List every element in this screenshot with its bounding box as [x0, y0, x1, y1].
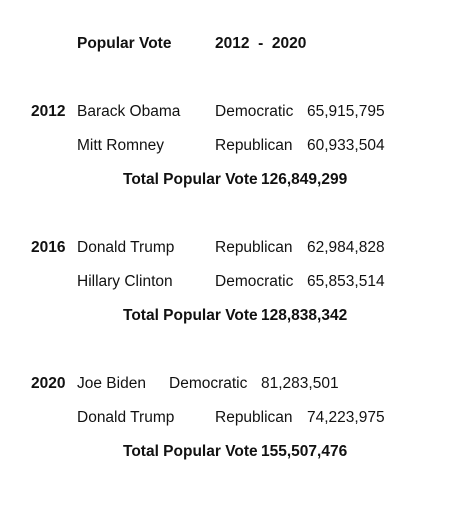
- election-year: 2012: [31, 103, 66, 120]
- candidate-name: Hillary Clinton: [77, 273, 173, 290]
- total-votes: 155,507,476: [261, 443, 348, 460]
- total-label: Total Popular Vote: [123, 443, 258, 460]
- candidate-party: Republican: [215, 239, 293, 256]
- candidate-name: Barack Obama: [77, 103, 181, 120]
- page-title: Popular Vote: [77, 35, 172, 52]
- year-range: 2012 - 2020: [215, 35, 307, 52]
- candidate-votes: 62,984,828: [307, 239, 385, 256]
- candidate-name: Joe Biden: [77, 375, 146, 392]
- candidate-votes: 65,915,795: [307, 103, 385, 120]
- candidate-votes: 81,283,501: [261, 375, 339, 392]
- candidate-name: Mitt Romney: [77, 137, 164, 154]
- candidate-party: Democratic: [215, 103, 294, 120]
- candidate-name: Donald Trump: [77, 239, 175, 256]
- total-votes: 126,849,299: [261, 171, 348, 188]
- candidate-votes: 74,223,975: [307, 409, 385, 426]
- candidate-party: Republican: [215, 409, 293, 426]
- candidate-votes: 60,933,504: [307, 137, 385, 154]
- election-year: 2016: [31, 239, 66, 256]
- candidate-party: Republican: [215, 137, 293, 154]
- candidate-votes: 65,853,514: [307, 273, 385, 290]
- total-label: Total Popular Vote: [123, 171, 258, 188]
- candidate-party: Democratic: [215, 273, 294, 290]
- candidate-name: Donald Trump: [77, 409, 175, 426]
- total-votes: 128,838,342: [261, 307, 348, 324]
- total-label: Total Popular Vote: [123, 307, 258, 324]
- candidate-party: Democratic: [169, 375, 248, 392]
- election-year: 2020: [31, 375, 66, 392]
